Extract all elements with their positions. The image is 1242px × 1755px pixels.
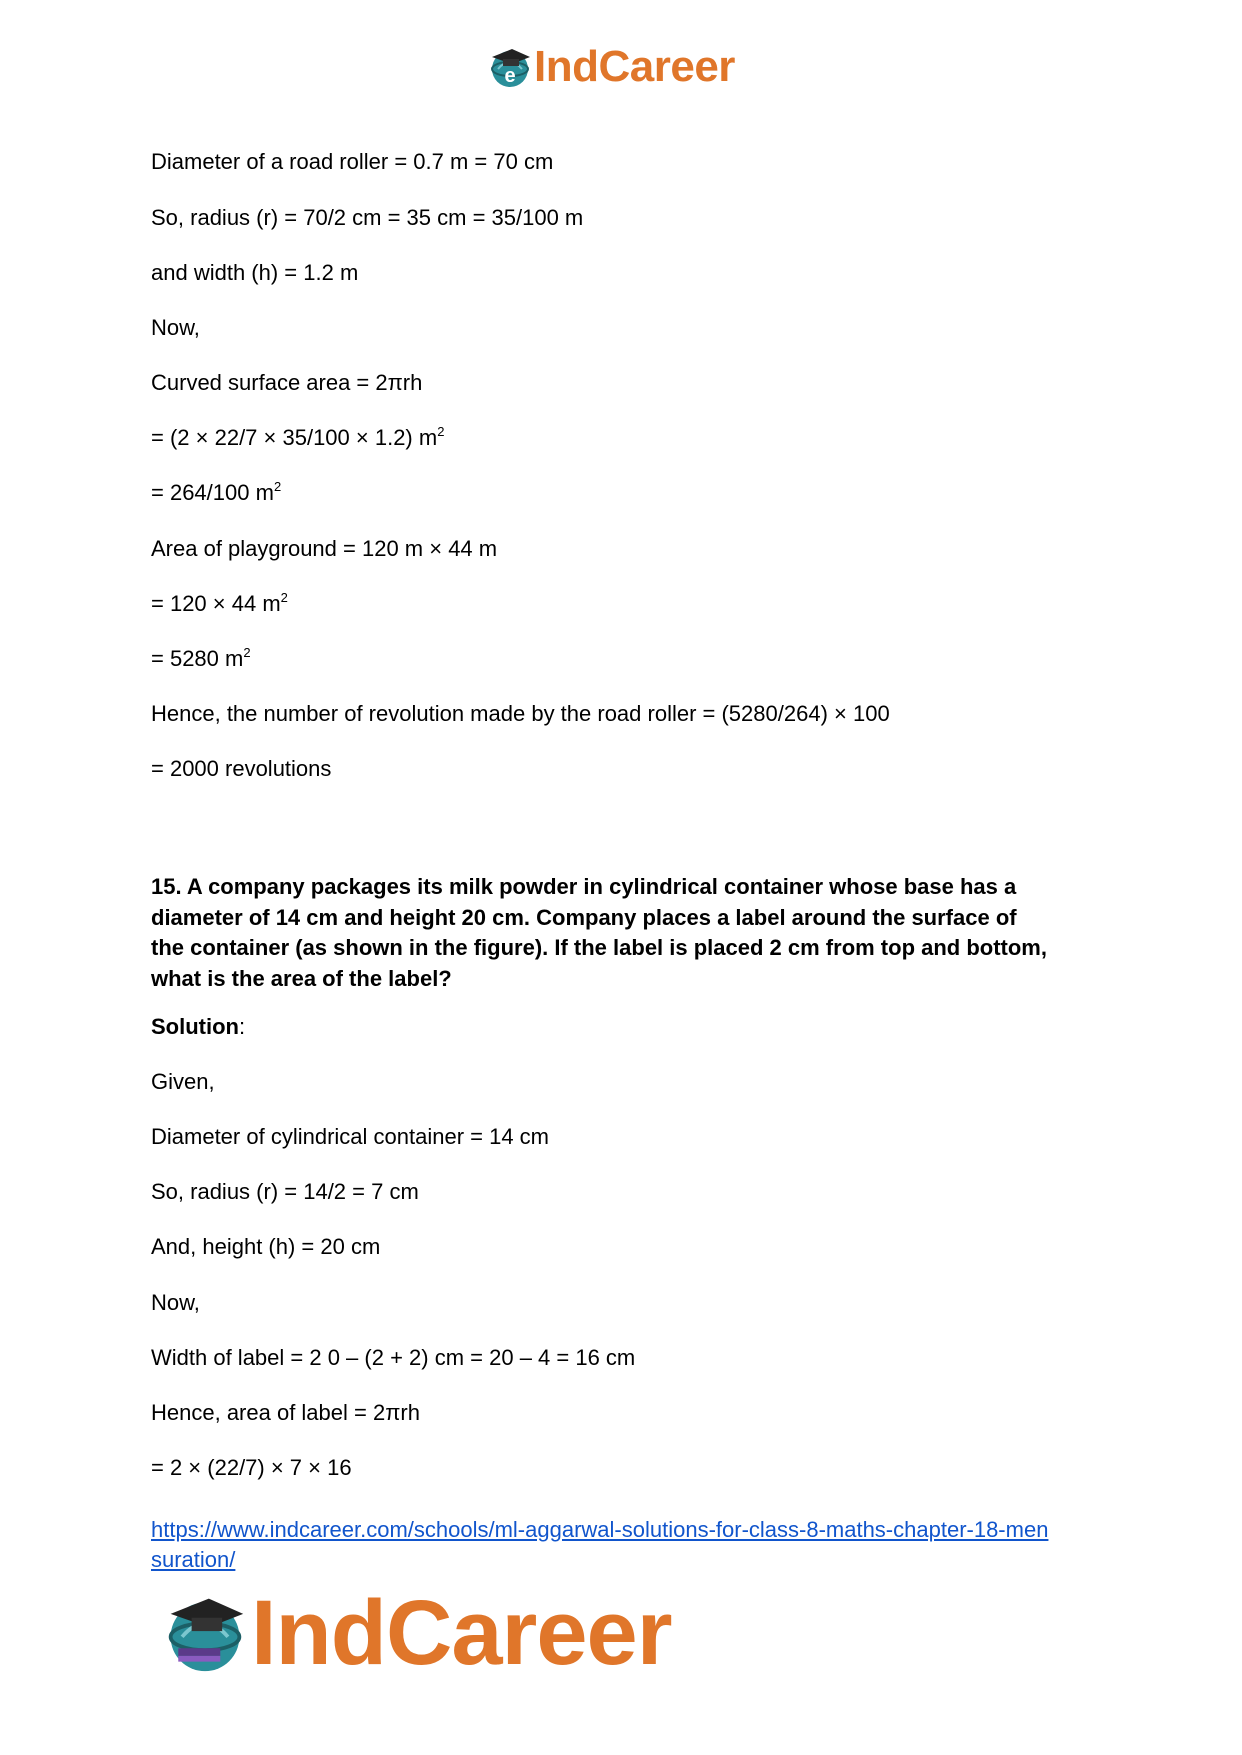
solution-line: = 264/100 $m^2$: [151, 479, 282, 505]
solution-line: Hence, area of label = 2πrh: [151, 1400, 420, 1425]
solution-line: Diameter of cylindrical container = 14 cm: [151, 1124, 549, 1149]
footer-logo-text: IndCareer: [251, 1582, 672, 1684]
solution-line: = 120 × 44 $m^2$: [151, 590, 288, 616]
solution-line: So, radius (r) = 70/2 cm = 35 cm = 35/100 m: [151, 205, 584, 230]
solution-line: Given,: [151, 1069, 215, 1094]
solution-line: = (2 × 22/7 × 35/100 × 1.2) $m^2$: [151, 424, 445, 450]
solution-line: and width (h) = 1.2 m: [151, 260, 359, 285]
solution-line: Now,: [151, 1290, 200, 1315]
question-line: the container (as shown in the figure). If the label is placed 2 cm from top and bottom,: [151, 935, 1047, 960]
superscript: 2: [280, 590, 288, 605]
footer-logo: [163, 1582, 672, 1684]
solution-line: = 2 × (22/7) × 7 × 16: [151, 1455, 352, 1480]
globe-graduation-cap-icon: [163, 1591, 247, 1675]
solution-line: Now,: [151, 315, 200, 340]
svg-text:e: e: [504, 65, 516, 87]
solution-line: = 2000 revolutions: [151, 756, 332, 781]
solution-line: Curved surface area = 2πrh: [151, 370, 423, 395]
solution-line: = 5280 $m^2$: [151, 645, 251, 671]
solution-line: So, radius (r) = 14/2 = 7 cm: [151, 1179, 419, 1204]
solution-line: Diameter of a road roller = 0.7 m = 70 cm: [151, 149, 554, 174]
superscript: 2: [437, 424, 445, 439]
question-line: 15. A company packages its milk powder in cylindrical container whose base has a: [151, 874, 1017, 899]
globe-graduation-cap-icon: [488, 45, 532, 89]
header-logo: [488, 42, 735, 92]
source-link[interactable]: https://www.indcareer.com/schools/ml-aggarwal-solutions-for-class-8-maths-chapter-18-men suration/: [151, 1517, 1049, 1572]
solution-line: And, height (h) = 20 cm: [151, 1234, 381, 1259]
superscript: 2: [273, 479, 282, 494]
question-line: what is the area of the label?: [151, 965, 452, 991]
solution-line: Hence, the number of revolution made by the road roller = (5280/264) × 100: [151, 701, 890, 726]
superscript: 2: [243, 645, 251, 660]
solution-line: Area of playground = 120 m × 44 m: [151, 536, 498, 561]
solution-heading: Solution:: [151, 1014, 246, 1039]
header-logo-text: IndCareer: [534, 42, 735, 91]
question-line: diameter of 14 cm and height 20 cm. Company places a label around the surface of: [151, 904, 1017, 930]
solution-line: Width of label = 2 0 – (2 + 2) cm = 20 – 4 = 16 cm: [151, 1345, 636, 1370]
question-15: [151, 872, 1101, 994]
